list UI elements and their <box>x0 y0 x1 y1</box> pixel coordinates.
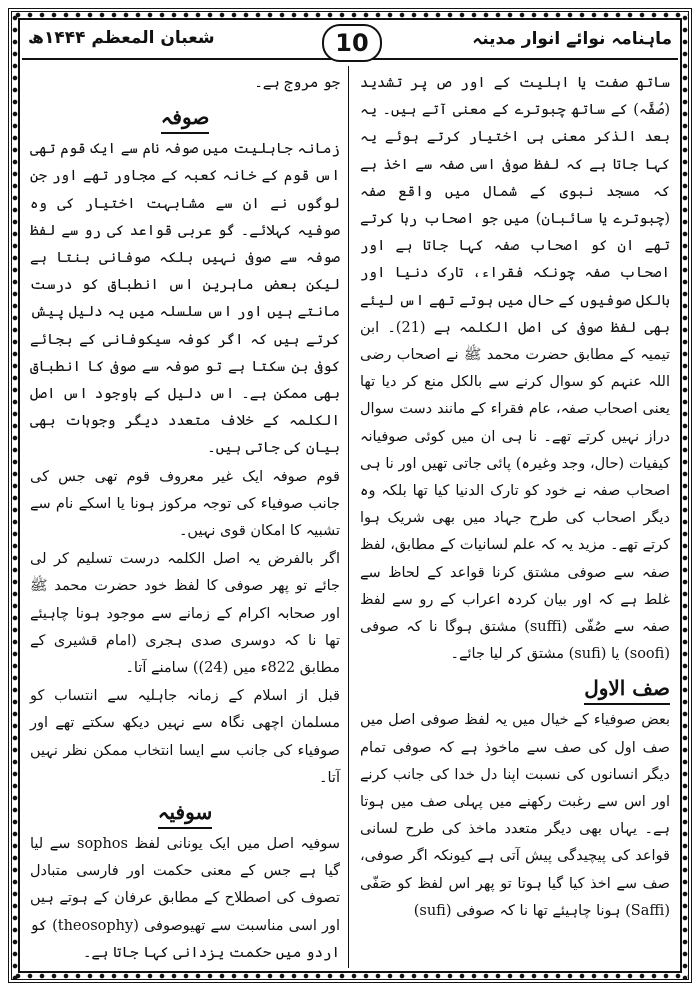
page-number: 10 <box>322 24 382 62</box>
left-column <box>30 70 340 968</box>
heading-wrapper <box>30 793 340 831</box>
page-header <box>22 22 678 62</box>
left-paragraph-0: جو مروج ہے۔ <box>254 75 340 91</box>
right-column <box>360 70 670 926</box>
magazine-title: ماہنامہ نوائے انوار مدینہ <box>472 29 672 49</box>
left-paragraph-2: قوم صوفہ ایک غیر معروف قوم تھی جس کی جانب صوفیاء کی توجہ مرکوز ہونا یا اسکے نام سے تشبیہ کا امکان قوی نہیں۔ <box>30 468 340 540</box>
section-heading-sufah: صوفہ <box>161 104 210 134</box>
left-paragraph-5: سوفیہ اصل میں ایک یونانی لفظ sophos سے لیا گیا ہے جس کے معنی حکمت اور فارسی متبادل تصوف کی اصطلاح کے مطابق عرفان کے ہوتے ہیں اور اسی مناسبت سے تھیوصوفی (theosophy) کو اردو میں حکمت یزدانی کہا جاتا ہے۔ <box>30 836 341 961</box>
issue-date: شعبان المعظم ۱۴۴۴ھ <box>28 28 215 48</box>
right-paragraph-2: بعض صوفیاء کے خیال میں یہ لفظ صوفی اصل میں صف اول کی صف سے ماخوذ ہے کہ صوفی تمام دیگر انسانوں کی نسبت اپنا دل خدا کی جانب کرنے اور اس سے رغبت رکھنے میں پہلی صف میں ہوتا ہے۔ یہاں بھی دیگر متعدد ماخذ کی طرح لسانی قواعد کی پیچیدگی پیش آتی ہے کیونکہ اگر صوفی، صف سے اخذ کیا گیا ہوتا تو پھر اس لفظ کو صَفّی (Saffi) ہونا چاہیئے تھا نا کہ صوفی (sufi) <box>360 712 670 919</box>
heading-wrapper <box>360 669 670 707</box>
section-heading-saf-awwal: صف الاول <box>584 675 670 705</box>
section-heading-sophia: سوفیہ <box>158 799 212 829</box>
column-divider <box>348 66 349 968</box>
left-paragraph-1: زمانہ جاہلیت میں صوفہ نام سے ایک قوم تھی اس قوم کے خانہ کعبہ کے مجاور تھے اور جن لوگوں نے ان سے مشابہت اختیار کی وہ صوفیہ کہلائے۔ گو عربی قواعد کی رو سے لفظ صوفہ سے صوفی نہیں بلکہ صوفانی بنتا ہے لیکن بعض ماہرین اس انطباق کو درست مانتے ہیں اور اس سلسلہ میں یہ دلیل پیش کرتے ہیں کہ اگر کوفہ سیکوفانی کے بجائے کوفی بن سکتا ہے تو صوفہ سے صوفی کا انطباق بھی ممکن ہے۔ اس دلیل کے باوجود اس اصل الکلمہ کے خلاف متعدد دیگر وجوہات بھی بیان کی جاتی ہیں۔ <box>30 141 340 457</box>
heading-wrapper <box>30 98 340 136</box>
right-paragraph-1: ساتھ صفت یا اہلیت کے اور ص پر تشدید (صُفَّہ) کے ساتھ چبوترے کے معنی آتے ہیں۔ یہ بعد الذکر معنی ہی اختیار کرتے ہوئے یہ کہا جاتا ہے کہ لفظ صوفی اسی صفہ سے اخذ ہے کہ مسجد نبوی کے شمال میں واقع صفہ (چبوترے یا سائبان) میں جو اصحاب رہا کرتے تھے ان کو اصحاب صفہ کہا جاتا ہے اور اصحاب صفہ چونکہ فقراء، تارک دنیا اور بالکل صوفیوں کے حال میں ہوتے تھے اس لیئے بھی لفظ صوفی کی اصل الکلمہ ہے (21)۔ ابن تیمیہ کے مطابق حضرت محمد ﷺ نے اصحاب رضی اللہ عنہم کو سوال کرنے سے بالکل منع کر دیا تھا یعنی اصحاب صفہ، عام فقراء کے مانند دست سوال دراز نہیں کرتے تھے۔ نا ہی ان میں کوئی صوفیانہ کیفیات (حال، وجد وغیرہ) پائی جاتی تھیں اور نا ہی اصحاب صفہ نے خود کو تارک الدنیا کیا تھا بلکہ وہ دیگر اصحاب کی طرح جہاد میں بھی شریک ہوا کرتے تھے۔ مزید یہ کہ علم لسانیات کے مطابق، لفظ صفہ سے صوفی مشتق کرنا قواعد کے لحاظ سے غلط ہے کہ اور بیان کردہ اعراب کے رو سے لفظ صفہ سے صُفّی (suffi) مشتق ہوگا نا کہ صوفی (soofi) یا (sufi) مشتق کر لیا جائے۔ <box>360 75 670 663</box>
left-paragraph-3: اگر بالفرض یہ اصل الکلمہ درست تسلیم کر لی جائے تو پھر صوفی کا لفظ خود حضرت محمد ﷺ اور صحابہ اکرام کے زمانے سے موجود ہونا چاہیئے تھا نا کہ دوسری صدی ہجری (امام قشیری کے مطابق 822ء میں (24)) سامنے آتا۔ <box>30 551 340 677</box>
left-paragraph-4: قبل از اسلام کے زمانہ جاہلیہ سے انتساب کو مسلمان اچھی نگاہ سے نہیں دیکھ سکتے تھے اور صوفیاء کی جانب سے ایسا انتخاب ممکن نظر نہیں آتا۔ <box>30 688 340 786</box>
